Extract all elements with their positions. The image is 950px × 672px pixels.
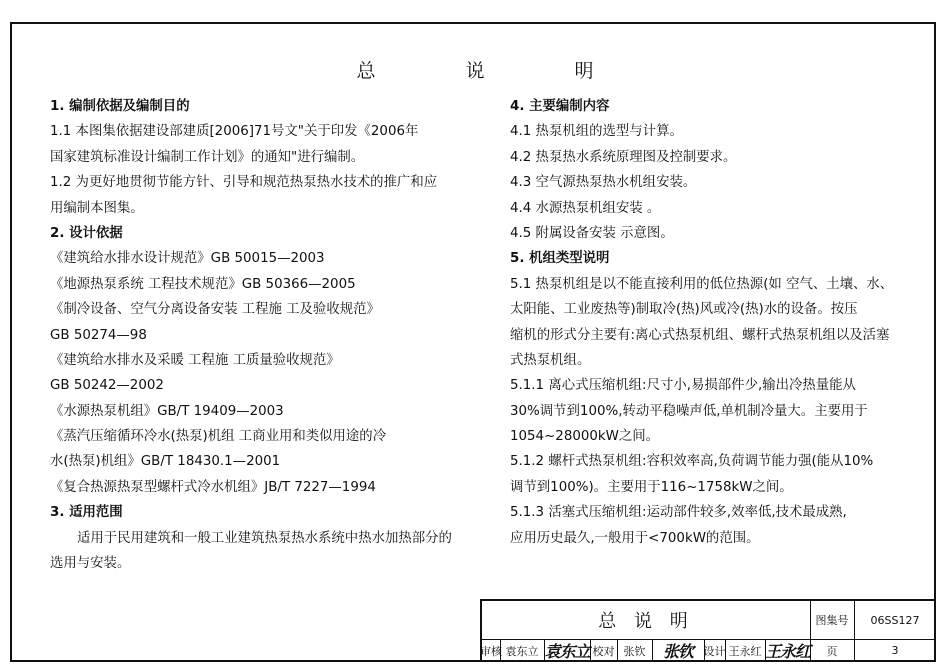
review-label: 审核 [480, 644, 502, 658]
checker-signature: 张钦 [662, 642, 693, 661]
reviewer-name: 袁东立 [505, 644, 539, 658]
text-line: 30%调节到100%,转动平稳噪声低,单机制冷量大。主要用于 [510, 403, 868, 419]
text-line: 国家建筑标准设计编制工作计划》的通知"进行编制。 [50, 149, 365, 165]
text-line: GB 50274—98 [50, 327, 147, 343]
text-line: 调节到100%)。主要用于116~1758kW之间。 [510, 479, 793, 495]
section-heading: 1. 编制依据及编制目的 [50, 99, 190, 114]
text-line: 《建筑给水排水设计规范》GB 50015—2003 [50, 251, 325, 267]
title-block [480, 599, 936, 662]
atlas-number-label: 图集号 [815, 614, 849, 627]
page-number: 3 [891, 644, 899, 657]
reviewer-signature: 袁东立 [544, 642, 590, 661]
text-line: 《建筑给水排水及采暖 工程施 工质量验收规范》 [50, 352, 340, 368]
section-heading: 3. 适用范围 [50, 505, 123, 521]
text-line: GB 50242—2002 [50, 378, 164, 394]
text-line: 5.1.3 活塞式压缩机组:运动部件较多,效率低,技术最成熟, [510, 505, 847, 521]
text-line: 4.5 附属设备安装 示意图。 [510, 225, 674, 241]
atlas-number: 06SS127 [870, 613, 920, 627]
text-line: 《制冷设备、空气分离设备安装 工程施 工及验收规范》 [50, 302, 380, 318]
text-line: 4.1 热泵机组的选型与计算。 [510, 124, 683, 140]
text-line: 《水源热泵机组》GB/T 19409—2003 [50, 403, 284, 419]
text-line: 5.1.2 螺杆式热泵机组:容积效率高,负荷调节能力强(能从10% [510, 454, 874, 470]
text-line: 4.4 水源热泵机组安装 。 [510, 200, 661, 216]
text-line: 5.1 热泵机组是以不能直接利用的低位热源(如 空气、土壤、水、 [510, 276, 894, 292]
section-heading: 2. 设计依据 [50, 225, 123, 241]
text-line: 用编制本图集。 [50, 200, 144, 216]
text-line: 缩机的形式分主要有:离心式热泵机组、螺杆式热泵机组以及活塞 [510, 327, 890, 343]
text-line: 水(热泵)机组》GB/T 18430.1—2001 [50, 454, 281, 470]
text-line: 1.2 为更好地贯彻节能方针、引导和规范热泵热水技术的推广和应 [50, 175, 438, 191]
text-line: 适用于民用建筑和一般工业建筑热泵热水系统中热水加热部分的 [77, 530, 452, 546]
text-line: 选用与安装。 [50, 556, 131, 572]
text-line: 1.1 本图集依据建设部建质[2006]71号文"关于印发《2006年 [50, 124, 419, 140]
left-column [50, 94, 465, 576]
text-line: 应用历史最久,一般用于<700kW的范围。 [510, 530, 760, 546]
text-line: 1054~28000kW之间。 [510, 429, 660, 445]
check-label: 校对 [592, 644, 615, 658]
text-line: 4.2 热泵热水系统原理图及控制要求。 [510, 149, 737, 165]
title-block-title: 总 说 明 [598, 611, 694, 632]
designer-name: 王永红 [728, 644, 762, 658]
text-line: 《复合热源热泵型螺杆式冷水机组》JB/T 7227—1994 [50, 479, 376, 495]
section-heading: 4. 主要编制内容 [510, 99, 610, 114]
checker-name: 张钦 [623, 644, 646, 658]
page-title: 总 说 明 [356, 60, 636, 82]
design-label: 设计 [703, 644, 726, 658]
text-line: 太阳能、工业废热等)制取冷(热)风或冷(热)水的设备。按压 [510, 302, 858, 318]
designer-signature: 王永红 [765, 642, 811, 661]
section-heading: 5. 机组类型说明 [510, 251, 610, 267]
text-line: 《蒸汽压缩循环冷水(热泵)机组 工商业用和类似用途的冷 [50, 429, 387, 445]
text-line: 5.1.1 离心式压缩机组:尺寸小,易损部件少,输出冷热量能从 [510, 378, 856, 394]
right-column [510, 94, 905, 551]
text-line: 《地源热泵系统 工程技术规范》GB 50366—2005 [50, 276, 356, 292]
text-line: 4.3 空气源热泵热水机组安装。 [510, 175, 697, 191]
text-line: 式热泵机组。 [510, 352, 591, 368]
page-label: 页 [826, 644, 838, 658]
